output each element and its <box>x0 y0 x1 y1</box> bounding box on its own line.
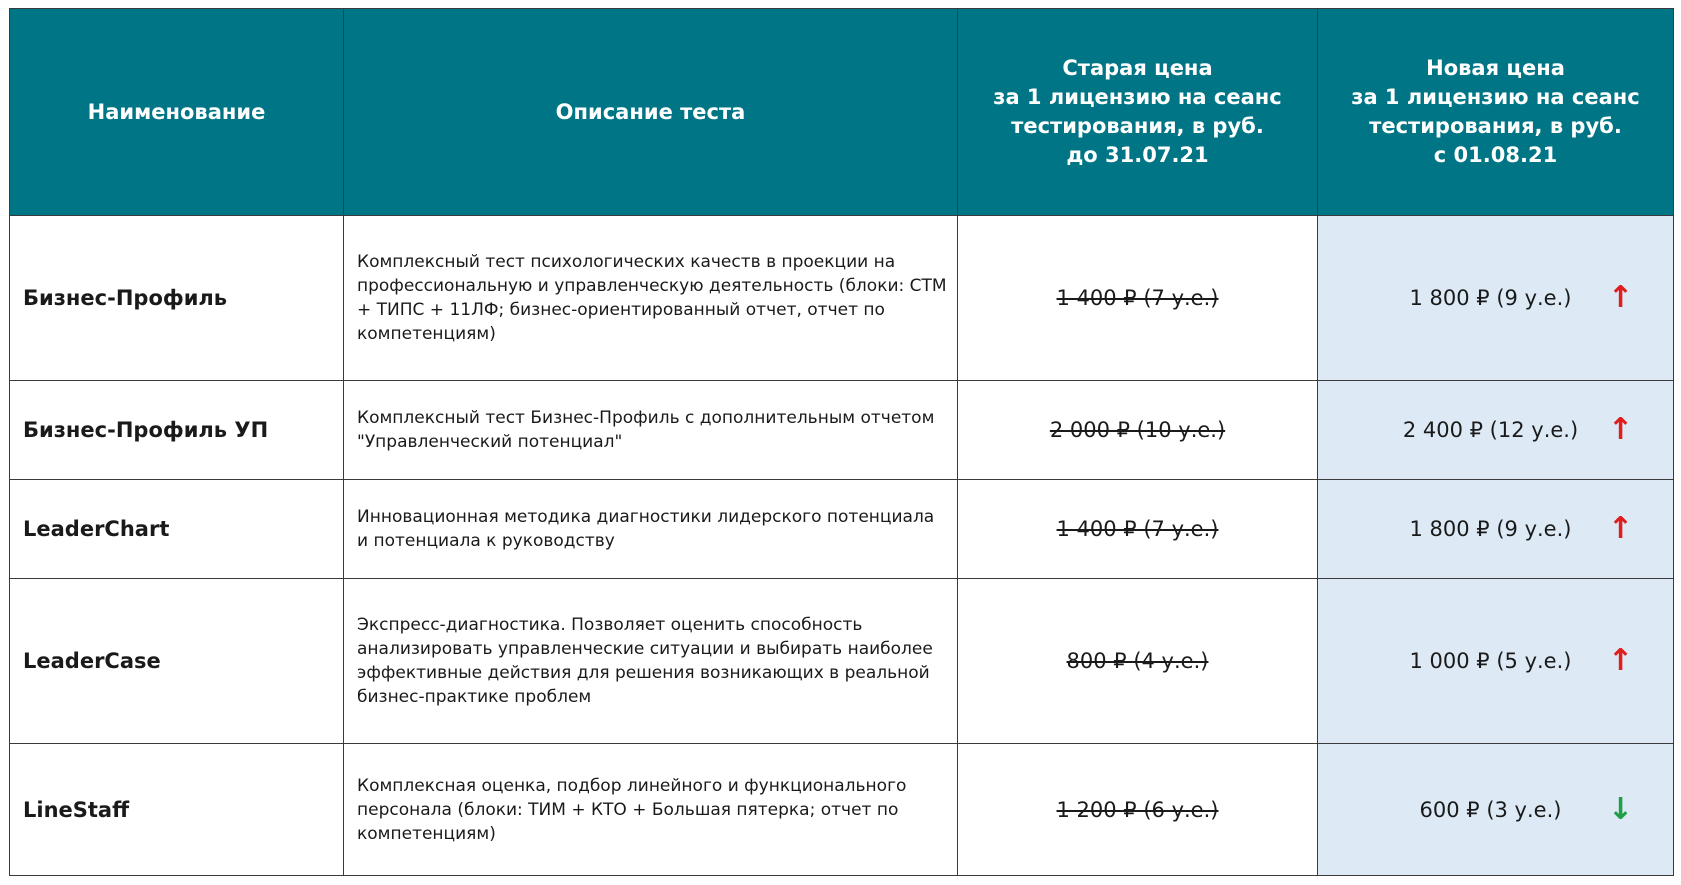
old-price-value: 1 400 ₽ (7 у.е.) <box>1056 286 1219 310</box>
header-new-price <box>1318 9 1674 216</box>
header-old-price-line: тестирования, в руб. <box>1011 114 1264 138</box>
product-description: Комплексный тест психологических качеств в проекции на профессиональную и управленческую деятельность (блоки: СТМ + ТИПС + 11ЛФ; бизнес-ориентированный отчет, отчет по компетенциям) <box>344 216 958 381</box>
new-price-value: 1 800 ₽ (9 у.е.) <box>1409 517 1572 541</box>
product-name: LeaderChart <box>10 480 344 579</box>
table-row <box>10 480 1674 579</box>
old-price <box>958 480 1318 579</box>
new-price <box>1318 381 1674 480</box>
product-name: LeaderCase <box>10 579 344 744</box>
header-new-price-line: тестирования, в руб. <box>1369 114 1622 138</box>
new-price-value: 600 ₽ (3 у.е.) <box>1419 797 1562 822</box>
header-description: Описание теста <box>344 9 958 216</box>
price-table <box>9 8 1674 876</box>
product-description: Инновационная методика диагностики лидерского потенциала и потенциала к руководству <box>344 480 958 579</box>
product-name: Бизнес-Профиль <box>10 216 344 381</box>
product-name: LineStaff <box>10 744 344 876</box>
header-old-price <box>958 9 1318 216</box>
header-new-price-line: с 01.08.21 <box>1433 143 1558 167</box>
table-row <box>10 216 1674 381</box>
new-price-value: 1 000 ₽ (5 у.е.) <box>1409 649 1572 673</box>
new-price <box>1318 480 1674 579</box>
new-price-value: 2 400 ₽ (12 у.е.) <box>1402 418 1579 442</box>
product-description: Экспресс-диагностика. Позволяет оценить способность анализировать управленческие ситуации и выбирать наиболее эффективные действия для решения возникающих в реальной бизнес-практике проблем <box>344 579 958 744</box>
header-new-price-line: за 1 лицензию на сеанс <box>1351 85 1640 109</box>
header-row <box>10 9 1674 216</box>
old-price <box>958 216 1318 381</box>
arrow-up-icon: ↑ <box>1607 412 1633 447</box>
arrow-down-icon: ↓ <box>1607 791 1633 827</box>
old-price <box>958 381 1318 480</box>
old-price-value: 1 400 ₽ (7 у.е.) <box>1056 517 1219 541</box>
new-price <box>1318 744 1674 876</box>
new-price <box>1318 579 1674 744</box>
table-row <box>10 579 1674 744</box>
old-price <box>958 744 1318 876</box>
table-row <box>10 381 1674 480</box>
product-name: Бизнес-Профиль УП <box>10 381 344 480</box>
old-price-value: 2 000 ₽ (10 у.е.) <box>1049 418 1226 442</box>
new-price-value: 1 800 ₽ (9 у.е.) <box>1409 286 1572 310</box>
header-old-price-line: Старая цена <box>1062 56 1213 80</box>
header-old-price-line: до 31.07.21 <box>1066 143 1209 167</box>
header-old-price-line: за 1 лицензию на сеанс <box>993 85 1282 109</box>
old-price-value: 800 ₽ (4 у.е.) <box>1066 649 1209 673</box>
arrow-up-icon: ↑ <box>1607 280 1633 315</box>
arrow-up-icon: ↑ <box>1607 643 1633 678</box>
old-price <box>958 579 1318 744</box>
arrow-up-icon: ↑ <box>1607 511 1633 546</box>
old-price-value: 1 200 ₽ (6 у.е.) <box>1056 797 1219 822</box>
header-name: Наименование <box>10 9 344 216</box>
table-row <box>10 744 1674 876</box>
new-price <box>1318 216 1674 381</box>
product-description: Комплексная оценка, подбор линейного и функционального персонала (блоки: ТИМ + КТО + Большая пятерка; отчет по компетенциям) <box>344 744 958 876</box>
product-description: Комплексный тест Бизнес-Профиль с дополнительным отчетом "Управленческий потенциал" <box>344 381 958 480</box>
header-new-price-line: Новая цена <box>1426 56 1565 80</box>
